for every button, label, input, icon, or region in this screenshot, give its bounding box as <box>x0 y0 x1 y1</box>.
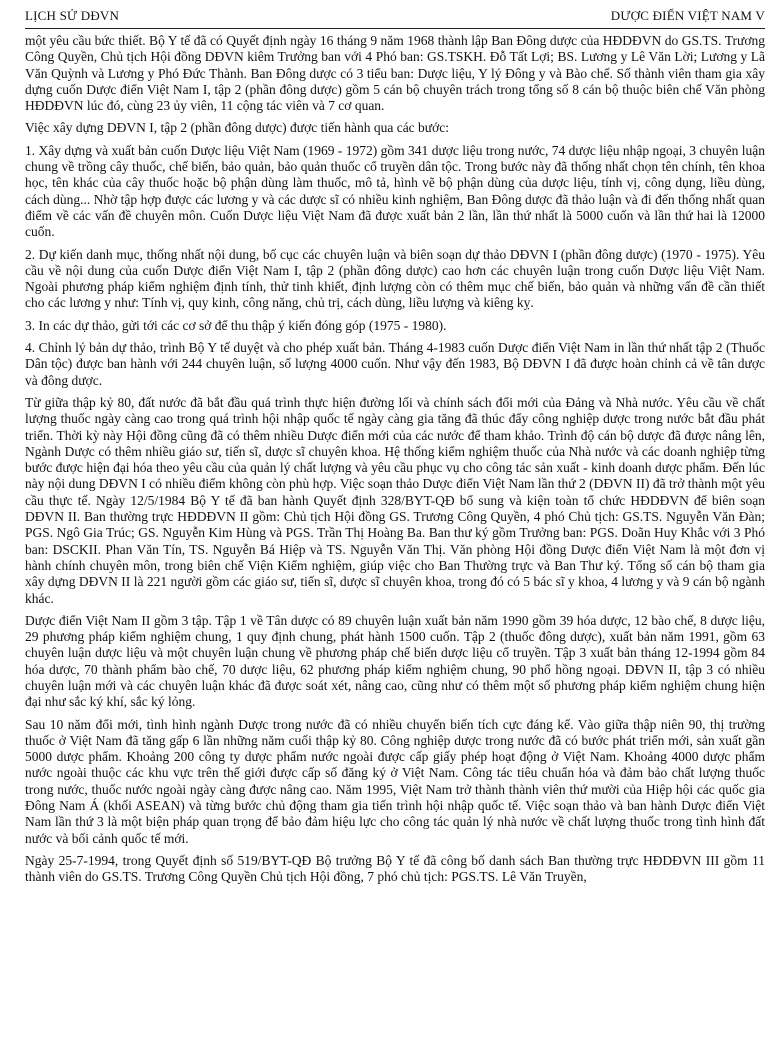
body-text <box>25 29 765 886</box>
paragraph-step-2: 2. Dự kiến danh mục, thống nhất nội dung, bố cục các chuyên luận và biên soạn dự thảo DĐVN I (phần đông dược) (1970 - 1975). Yêu cầu về nội dung của cuốn Dược điển Việt Nam I, tập 2 (phần đông dược) cao hơn các chuyên luận trong cuốn Dược liệu Việt Nam. Ngoài phương pháp kiểm nghiệm định tính, thử tinh khiết, định lượng còn có thêm mục chế biến, bảo quản và những vấn đề cần thiết cho các lương y như: Tính vị, quy kinh, công năng, chủ trị, cách dùng, liều lượng và kiêng kỵ. <box>25 246 765 311</box>
paragraph-step-3: 3. In các dự thảo, gửi tới các cơ sở để thu thập ý kiến đóng góp (1975 - 1980). <box>25 317 447 333</box>
paragraph-step-4: 4. Chỉnh lý bản dự thảo, trình Bộ Y tế duyệt và cho phép xuất bản. Tháng 4-1983 cuốn Dược điển Việt Nam in lần thứ nhất tập 2 (Thuốc Dân tộc) được ban hành với 244 chuyên luận, số lượng 4000 cuốn. Như vậy đến 1983, Bộ DĐVN I đã được hoàn chỉnh cả về tân dược và đông dược. <box>25 340 765 388</box>
paragraph-dong-duoc-ban: một yêu cầu bức thiết. Bộ Y tế đã có Quyết định ngày 16 tháng 9 năm 1968 thành lập Ban Đông dược của HĐDĐVN do GS.TS. Trương Công Quyền, Chủ tịch Hội đồng DĐVN kiêm Trưởng ban với 4 Phó ban: GS.TSKH. Đỗ Tất Lợi; BS. Lương y Lê Văn Lời; Lương y Lã Văn Quỳnh và Lương y Phó Đức Thành. Ban Đông dược có 3 tiểu ban: Dược liệu, Y lý Đông y và Bào chế. Số thành viên tham gia xây dựng cuốn Dược điển Việt Nam I, tập 2 (phần đông dược) gồm 5 cán bộ chuyên trách trong tổng số 8 cán bộ thuộc biên chế Văn phòng HĐDĐVN lúc đó, cùng 23 ủy viên, 11 cộng tác viên và 7 cơ quan. <box>25 33 765 114</box>
header-section-title: LỊCH SỬ DĐVN <box>25 8 120 23</box>
paragraph-steps-intro: Việc xây dựng DĐVN I, tập 2 (phần đông dược) được tiến hành qua các bước: <box>25 120 449 136</box>
paragraph-dđvn-ii-background: Từ giữa thập kỷ 80, đất nước đã bắt đầu quá trình thực hiện đường lối và chính sách đổi mới của Đảng và Nhà nước. Yêu cầu về chất lượng thuốc ngày càng cao trong quá trình hội nhập quốc tế ngày càng gia tăng đã thúc đẩy công nghiệp dược trong nước bắt đầu phát triển. Thời kỳ này Hội đồng cũng đã có thêm nhiều Dược điển mới của các nước để tham khảo. Trình độ cán bộ dược đã được nâng lên, Ngành Dược có thêm nhiều giáo sư, tiến sĩ, dược sĩ chuyên khoa. Hệ thống kiểm nghiệm thuốc của Nhà nước và các doanh nghiệp từng bước được hiện đại hóa theo yêu cầu của quản lý chất lượng và yêu cầu phục vụ cho công tác sản xuất - kinh doanh dược phẩm. Đến lúc này nội dung DĐVN I có nhiều điểm không còn phù hợp. Việc soạn thảo Dược điển Việt Nam lần thứ 2 (DĐVN II) đã trở thành một yêu cầu thực tế. Ngày 12/5/1984 Bộ Y tế đã ban hành Quyết định 328/BYT-QĐ bổ sung và kiện toàn tổ chức HĐDĐVN để biên soạn DĐVN II. Ban thường trực HĐDĐVN II gồm: Chủ tịch Hội đồng GS. Trương Công Quyền, 4 phó Chủ tịch: GS.TS. Nguyễn Văn Đàn; PGS. Ngô Gia Trúc; GS. Nguyễn Kim Hùng và PGS. Trần Thị Hoàng Ba. Ban thư ký gồm Trưởng ban: PGS. Doãn Huy Khắc với 3 Phó ban: DSCKII. Phan Văn Tín, TS. Nguyễn Bá Hiệp và TS. Nguyễn Văn Thị. Văn phòng Hội đồng Dược điển Việt Nam là một đơn vị hành chính chuyên môn, trong biên chế Viện Kiểm nghiệm, giúp việc cho Ban Thường trực và Ban Thư ký. Tổng số cán bộ tham gia xây dựng DĐVN II là 221 người gồm các giáo sư, tiến sĩ, dược sĩ chuyên khoa, trong đó có 5 bác sĩ y khoa, 4 lương y và 9 cán bộ ngành khác. <box>25 394 765 606</box>
paragraph-dđvn-iii-board: Ngày 25-7-1994, trong Quyết định số 519/BYT-QĐ Bộ trưởng Bộ Y tế đã công bố danh sách Ban thường trực HĐDĐVN III gồm 11 thành viên do GS.TS. Trương Công Quyền Chủ tịch Hội đồng, 7 phó chủ tịch: PGS.TS. Lê Văn Truyền, <box>25 852 765 885</box>
running-header <box>25 0 765 29</box>
paragraph-doi-moi: Sau 10 năm đổi mới, tình hình ngành Dược trong nước đã có nhiều chuyển biến tích cực đáng kể. Vào giữa thập niên 90, thị trường thuốc ở Việt Nam đã tăng gấp 6 lần những năm cuối thập kỷ 80. Công nghiệp dược trong nước đã có bước phát triển mới, sản xuất gần 5000 dược phẩm. Khoảng 200 công ty dược phẩm nước ngoài được cấp giấy phép hoạt động ở Việt Nam. Khoảng 4000 dược phẩm nước ngoài thuộc các khu vực trên thế giới được cấp số đăng ký ở Việt Nam. Công tác tiêu chuẩn hóa và đảm bảo chất lượng thuốc trong nước, thuốc nước ngoài ngày càng được nâng cao. Năm 1995, Việt Nam trở thành thành viên thứ mười của Hiệp hội các quốc gia Đông Nam Á (khối ASEAN) và từng bước chủ động tham gia tiến trình hội nhập quốc tế. Việc soạn thảo và ban hành Dược điển Việt Nam lần thứ 3 là một biện pháp quan trọng để bảo đảm hiệu lực cho công tác quản lý nhà nước về chất lượng thuốc trong tình hình đất nước và bối cảnh quốc tế mới. <box>25 716 765 846</box>
paragraph-step-1: 1. Xây dựng và xuất bản cuốn Dược liệu Việt Nam (1969 - 1972) gồm 341 dược liệu trong nước, 74 dược liệu nhập ngoại, 3 chuyên luận chung về trồng cây thuốc, chế biến, bảo quản, bảo quản thuốc cổ truyền dân tộc. Trong bước này đã thống nhất chọn tên chính, tên khoa học, tên khác của cây thuốc hoặc bộ phận dùng làm thuốc, mô tả, hình vẽ bộ phận dùng của dược liệu, tính vị, công dụng, liều dùng, cách dùng... Nhờ tập hợp được các lương y và các dược sĩ có nhiều kinh nghiệm, Ban Đông dược đã thảo luận và đi đến thống nhất quan điểm về các vấn đề chuyên môn. Cuốn Dược liệu Việt Nam đã được xuất bản 2 lần, lần thứ nhất là 5000 cuốn và lần thứ hai là 12000 cuốn. <box>25 142 765 240</box>
header-book-title: DƯỢC ĐIỂN VIỆT NAM V <box>610 8 765 23</box>
paragraph-dđvn-ii-volumes: Dược điển Việt Nam II gồm 3 tập. Tập 1 về Tân dược có 89 chuyên luận xuất bản năm 1990 gồm 39 hóa dược, 12 bào chế, 8 dược liệu, 29 phương pháp kiểm nghiệm chung, 1 quy định chung, phát hành 1500 cuốn. Tập 2 (thuốc đông dược), xuất bản năm 1991, gồm 63 chuyên luận dược liệu và một chuyên luận chung về phương pháp chế biến dược liệu cổ truyền. Tập 3 xuất bản tháng 12-1994 gồm 84 hóa dược, 70 thành phẩm bào chế, 70 dược liệu, 62 phương pháp kiểm nghiệm chung, 90 phổ hồng ngoại. DĐVN II, tập 3 có nhiều chuyên luận mới và các chuyên luận khác đã được soát xét, nâng cao, cũng như có thêm một số phương pháp kiểm nghiệm chung hiện đại như sắc ký khí, sắc ký lỏng. <box>25 612 765 710</box>
document-page <box>25 0 765 1063</box>
